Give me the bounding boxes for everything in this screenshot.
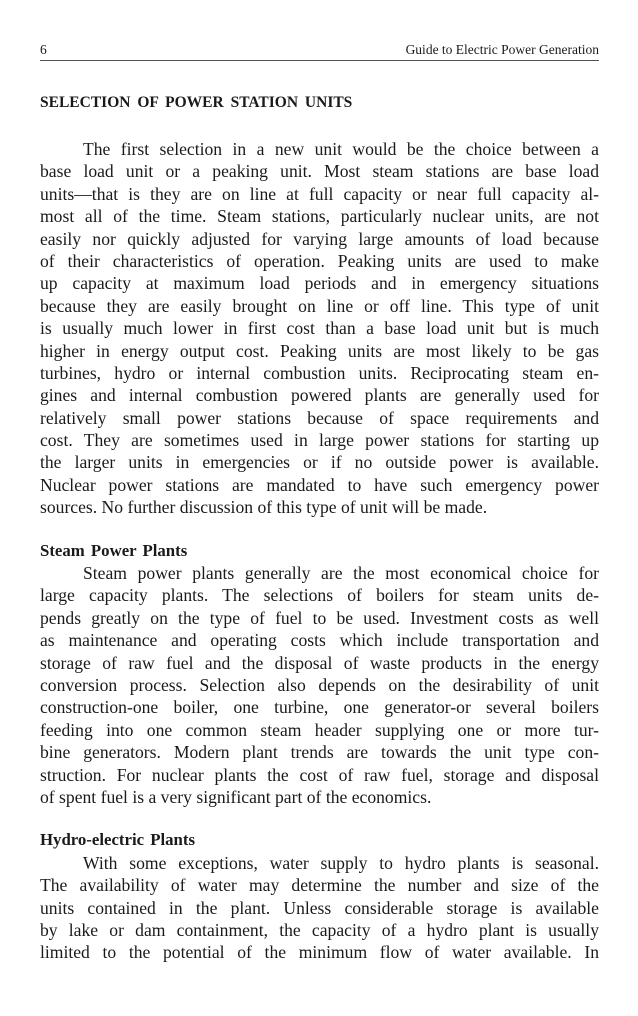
paragraph-gap [40, 808, 599, 829]
subheading-steam: Steam Power Plants [40, 540, 188, 560]
text-line: The availability of water may determine the number and size of the [40, 875, 599, 896]
page-number: 6 [40, 42, 47, 57]
text-line: units contained in the plant. Unless considerable storage is available [40, 897, 599, 918]
section-heading: SELECTION OF POWER STATION UNITS [40, 94, 353, 111]
text-line: bine generators. Modern plant trends are towards the unit type con- [40, 742, 599, 763]
text-line: units—that is they are on line at full capacity or near full capacity al- [40, 183, 599, 204]
text-line: as maintenance and operating costs which include transportation and [40, 630, 599, 651]
text-line: Steam power plants generally are the most economical choice for [83, 563, 599, 584]
text-line: sources. No further discussion of this type of unit will be made. [40, 497, 488, 518]
text-line: is usually much lower in first cost than a base load unit but is much [40, 318, 599, 339]
text-line: struction. For nuclear plants the cost of raw fuel, storage and disposal [40, 764, 599, 785]
paragraph-selection [40, 138, 599, 519]
paragraph-gap [40, 519, 599, 540]
text-line: of spent fuel is a very significant part of the economics. [40, 786, 432, 807]
text-line: pends greatly on the type of fuel to be used. Investment costs as well [40, 607, 599, 628]
book-title: Guide to Electric Power Generation [405, 42, 599, 57]
text-line: Nuclear power stations are mandated to have such emergency power [40, 474, 599, 495]
section-steam-power-plants [40, 540, 599, 809]
text-line: gines and internal combustion powered plants are generally used for [40, 385, 599, 406]
text-line: feeding into one common steam header supplying one or more tur- [40, 719, 599, 740]
text-line: turbines, hydro or internal combustion units. Reciprocating steam en- [40, 362, 599, 383]
text-line: the larger units in emergencies or if no outside power is available. [40, 452, 599, 473]
text-line: relatively small power stations because of space requirements and [40, 407, 599, 428]
running-header [40, 40, 599, 61]
text-line: limited to the potential of the minimum flow of water available. In [40, 942, 599, 963]
text-line: of their characteristics of operation. Peaking units are used to make [40, 250, 599, 271]
text-line: conversion process. Selection also depends on the desirability of unit [40, 674, 599, 695]
text-line: up capacity at maximum load periods and in emergency situations [40, 273, 599, 294]
text-line: base load unit or a peaking unit. Most steam stations are base load [40, 161, 599, 182]
section-hydro-electric-plants [40, 829, 599, 963]
text-line: construction-one boiler, one turbine, one generator-or several boilers [40, 697, 599, 718]
body-text [40, 138, 599, 964]
text-line: most all of the time. Steam stations, particularly nuclear units, are not [40, 206, 599, 227]
subheading-hydro: Hydro-electric Plants [40, 830, 196, 850]
text-line: large capacity plants. The selections of boilers for steam units de- [40, 585, 599, 606]
text-line: storage of raw fuel and the disposal of waste products in the energy [40, 652, 599, 673]
text-line: With some exceptions, water supply to hydro plants is seasonal. [83, 852, 599, 873]
text-line: easily nor quickly adjusted for varying large amounts of load because [40, 228, 599, 249]
text-line: because they are easily brought on line or off line. This type of unit [40, 295, 599, 316]
text-line: The first selection in a new unit would be the choice between a [83, 139, 599, 159]
text-line: cost. They are sometimes used in large power stations for starting up [40, 430, 599, 451]
text-line: by lake or dam containment, the capacity of a hydro plant is usually [40, 919, 599, 940]
text-line: higher in energy output cost. Peaking units are most likely to be gas [40, 340, 599, 361]
